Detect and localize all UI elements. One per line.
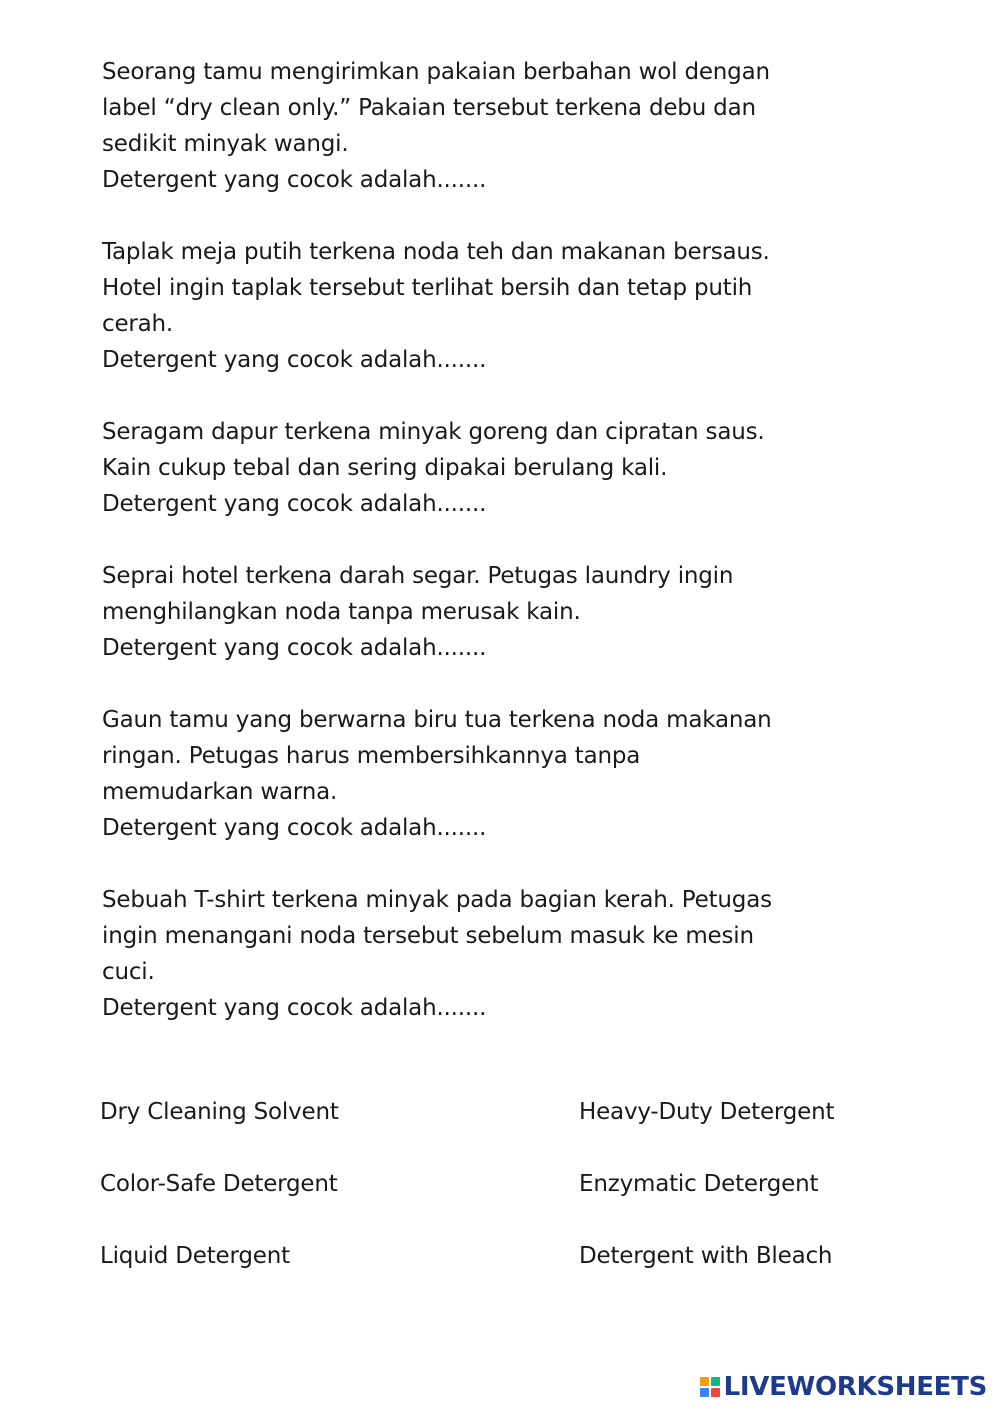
question-block bbox=[102, 234, 902, 378]
answer-prompt: Detergent yang cocok adalah....... bbox=[102, 491, 487, 517]
question-text-line: label “dry clean only.” Pakaian tersebut terkena debu dan bbox=[102, 95, 756, 121]
logo-text: LIVEWORKSHEETS bbox=[723, 1372, 987, 1402]
answer-option[interactable]: Enzymatic Detergent bbox=[579, 1171, 819, 1197]
logo-square-2 bbox=[711, 1377, 720, 1386]
answer-option[interactable]: Liquid Detergent bbox=[100, 1243, 290, 1269]
answer-option[interactable]: Detergent with Bleach bbox=[579, 1243, 833, 1269]
question-text-line: ingin menangani noda tersebut sebelum masuk ke mesin bbox=[102, 923, 754, 949]
question-block bbox=[102, 54, 902, 198]
question-text-line: Sebuah T-shirt terkena minyak pada bagian kerah. Petugas bbox=[102, 887, 772, 913]
logo-square-1 bbox=[700, 1377, 709, 1386]
question-text-line: Gaun tamu yang berwarna biru tua terkena noda makanan bbox=[102, 707, 772, 733]
question-text-line: Seprai hotel terkena darah segar. Petugas laundry ingin bbox=[102, 563, 734, 589]
liveworksheets-logo-icon bbox=[700, 1377, 720, 1397]
question-text-line: Taplak meja putih terkena noda teh dan makanan bersaus. bbox=[102, 239, 770, 265]
question-text-line: Kain cukup tebal dan sering dipakai berulang kali. bbox=[102, 455, 668, 481]
question-text-line: memudarkan warna. bbox=[102, 779, 338, 805]
option-row bbox=[100, 1094, 920, 1166]
question-block bbox=[102, 558, 902, 666]
option-row bbox=[100, 1238, 920, 1310]
question-block bbox=[102, 702, 902, 846]
question-text-line: cuci. bbox=[102, 959, 155, 985]
question-text-line: Seorang tamu mengirimkan pakaian berbahan wol dengan bbox=[102, 59, 770, 85]
liveworksheets-logo bbox=[700, 1372, 987, 1402]
logo-square-4 bbox=[711, 1388, 720, 1397]
answer-prompt: Detergent yang cocok adalah....... bbox=[102, 995, 487, 1021]
questions-list bbox=[102, 54, 902, 1062]
question-text-line: menghilangkan noda tanpa merusak kain. bbox=[102, 599, 581, 625]
option-row bbox=[100, 1166, 920, 1238]
question-text-line: ringan. Petugas harus membersihkannya tanpa bbox=[102, 743, 641, 769]
question-text-line: Hotel ingin taplak tersebut terlihat bersih dan tetap putih bbox=[102, 275, 753, 301]
answer-options bbox=[100, 1094, 920, 1310]
question-text-line: cerah. bbox=[102, 311, 174, 337]
answer-prompt: Detergent yang cocok adalah....... bbox=[102, 635, 487, 661]
question-block bbox=[102, 414, 902, 522]
answer-prompt: Detergent yang cocok adalah....... bbox=[102, 347, 487, 373]
question-text-line: sedikit minyak wangi. bbox=[102, 131, 349, 157]
logo-square-3 bbox=[700, 1388, 709, 1397]
answer-option[interactable]: Color-Safe Detergent bbox=[100, 1171, 338, 1197]
answer-prompt: Detergent yang cocok adalah....... bbox=[102, 167, 487, 193]
question-text-line: Seragam dapur terkena minyak goreng dan cipratan saus. bbox=[102, 419, 765, 445]
answer-prompt: Detergent yang cocok adalah....... bbox=[102, 815, 487, 841]
answer-option[interactable]: Dry Cleaning Solvent bbox=[100, 1099, 339, 1125]
question-block bbox=[102, 882, 902, 1026]
answer-option[interactable]: Heavy-Duty Detergent bbox=[579, 1099, 835, 1125]
